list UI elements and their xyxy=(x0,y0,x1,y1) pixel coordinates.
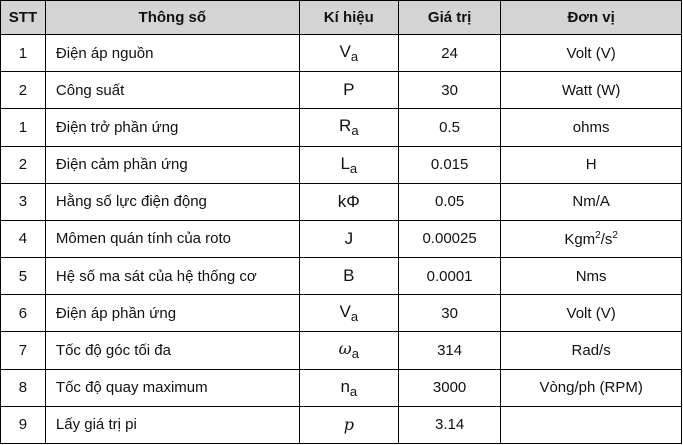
row-unit: Vòng/ph (RPM) xyxy=(501,369,682,406)
table-row xyxy=(1,109,682,146)
row-value: 0.05 xyxy=(398,183,500,220)
row-stt: 9 xyxy=(1,406,46,443)
header-row xyxy=(1,1,682,35)
row-unit: Nms xyxy=(501,258,682,295)
row-value: 314 xyxy=(398,332,500,369)
row-unit: Nm/A xyxy=(501,183,682,220)
row-symbol xyxy=(299,109,398,146)
row-stt: 3 xyxy=(1,183,46,220)
row-stt: 8 xyxy=(1,369,46,406)
row-symbol xyxy=(299,406,398,443)
table-body xyxy=(1,35,682,444)
row-param: Tốc độ góc tối đa xyxy=(45,332,299,369)
row-symbol xyxy=(299,146,398,183)
row-param: Điện cảm phần ứng xyxy=(45,146,299,183)
symbol-sub: a xyxy=(350,49,359,65)
row-symbol xyxy=(299,35,398,72)
table-row xyxy=(1,35,682,72)
row-stt: 5 xyxy=(1,258,46,295)
header-stt: STT xyxy=(1,1,46,35)
symbol-sub: a xyxy=(351,123,359,139)
row-param: Điện áp nguồn xyxy=(45,35,299,72)
row-param: Lấy giá trị pi xyxy=(45,406,299,443)
unit-sup: 2 xyxy=(595,229,601,241)
row-unit: ohms xyxy=(501,109,682,146)
row-value: 0.00025 xyxy=(398,220,500,257)
table-row xyxy=(1,72,682,109)
row-stt: 6 xyxy=(1,295,46,332)
unit-sup: 2 xyxy=(612,229,618,241)
row-value: 24 xyxy=(398,35,500,72)
table-row xyxy=(1,295,682,332)
row-unit: Volt (V) xyxy=(501,35,682,72)
table-row xyxy=(1,332,682,369)
row-value: 0.5 xyxy=(398,109,500,146)
row-stt: 2 xyxy=(1,146,46,183)
row-symbol xyxy=(299,369,398,406)
header-unit: Đơn vị xyxy=(501,1,682,35)
header-symbol: Kí hiệu xyxy=(299,1,398,35)
symbol-main: ω xyxy=(338,339,352,359)
row-unit xyxy=(501,406,682,443)
row-param: Điện trở phần ứng xyxy=(45,109,299,146)
table-row xyxy=(1,406,682,443)
symbol-sub: a xyxy=(349,383,358,399)
symbol-main: n xyxy=(340,376,350,396)
table-row xyxy=(1,369,682,406)
symbol-main: R xyxy=(339,116,352,136)
symbol-main: J xyxy=(344,228,354,248)
row-symbol xyxy=(299,183,398,220)
row-param: Công suất xyxy=(45,72,299,109)
table-row xyxy=(1,220,682,257)
row-value: 3.14 xyxy=(398,406,500,443)
row-unit xyxy=(501,220,682,257)
row-symbol xyxy=(299,72,398,109)
symbol-main: L xyxy=(340,153,350,173)
unit-mid: /s xyxy=(600,230,613,248)
row-param: Hệ số ma sát của hệ thống cơ xyxy=(45,258,299,295)
row-stt: 1 xyxy=(1,35,46,72)
header-param: Thông số xyxy=(45,1,299,35)
row-value: 30 xyxy=(398,72,500,109)
table-row xyxy=(1,183,682,220)
row-symbol xyxy=(299,258,398,295)
symbol-sub: a xyxy=(349,160,358,176)
row-param: Hằng số lực điện động xyxy=(45,183,299,220)
row-param: Mômen quán tính của roto xyxy=(45,220,299,257)
symbol-main: kΦ xyxy=(337,191,360,211)
row-value: 0.015 xyxy=(398,146,500,183)
row-unit: Rad/s xyxy=(501,332,682,369)
row-param: Tốc độ quay maximum xyxy=(45,369,299,406)
row-stt: 4 xyxy=(1,220,46,257)
row-unit: H xyxy=(501,146,682,183)
symbol-main: V xyxy=(339,42,351,62)
symbol-main: P xyxy=(343,80,355,100)
table-header xyxy=(1,1,682,35)
row-unit: Volt (V) xyxy=(501,295,682,332)
table-row xyxy=(1,258,682,295)
row-stt: 1 xyxy=(1,109,46,146)
symbol-sub: a xyxy=(350,309,359,325)
row-symbol xyxy=(299,220,398,257)
table-row xyxy=(1,146,682,183)
row-value: 3000 xyxy=(398,369,500,406)
row-unit: Watt (W) xyxy=(501,72,682,109)
row-value: 30 xyxy=(398,295,500,332)
row-symbol xyxy=(299,332,398,369)
symbol-sub: a xyxy=(351,346,359,362)
symbol-main: p xyxy=(343,415,354,435)
row-symbol xyxy=(299,295,398,332)
row-param: Điện áp phần ứng xyxy=(45,295,299,332)
symbol-main: V xyxy=(339,302,351,322)
unit-base: Kgm xyxy=(564,230,596,248)
row-stt: 2 xyxy=(1,72,46,109)
row-stt: 7 xyxy=(1,332,46,369)
row-value: 0.0001 xyxy=(398,258,500,295)
header-value: Giá trị xyxy=(398,1,500,35)
symbol-main: B xyxy=(343,266,355,286)
